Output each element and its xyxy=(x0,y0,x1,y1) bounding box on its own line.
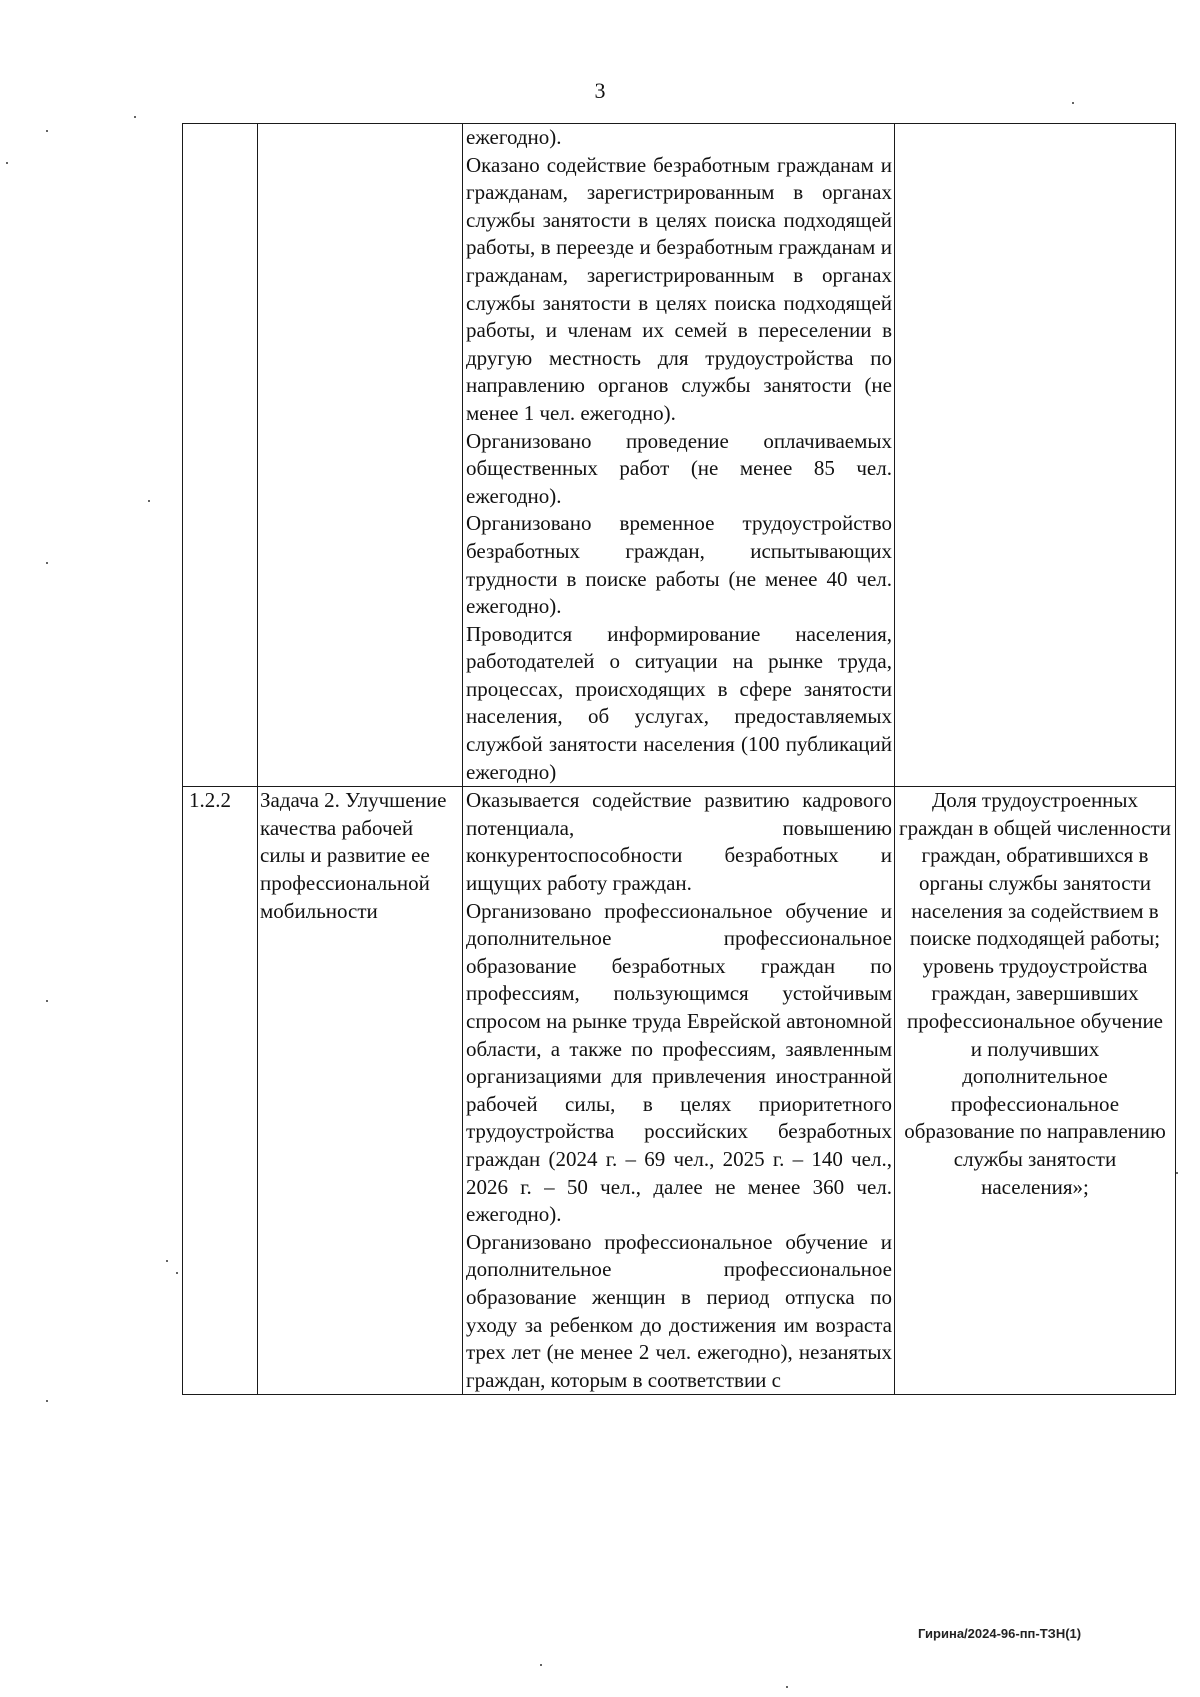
scan-speck xyxy=(176,1272,178,1274)
scan-speck xyxy=(1176,1172,1178,1174)
scan-speck xyxy=(1072,102,1074,104)
task-cell: Задача 2. Улучшение качества рабочей силы и развитие ее профессиональной мобильности xyxy=(258,787,463,1395)
document-code: Гирина/2024-96-пп-ТЗН(1) xyxy=(918,1626,1082,1641)
description-paragraph: Организовано проведение оплачиваемых общественных работ (не менее 85 чел. ежегодно). xyxy=(466,428,892,508)
description-cell xyxy=(463,787,895,1395)
indicators-cell: Доля трудоустроенных граждан в общей численности граждан, обратившихся в органы службы занятости населения за содействием в поиске подходящей работы; уровень трудоустройства граждан, завершивших профессиональное обучение и получивших дополнительное профессиональное образование по направлению службы занятости населения»; xyxy=(895,787,1176,1395)
page-number: 3 xyxy=(594,78,606,103)
scan-speck xyxy=(46,1400,48,1402)
description-paragraph: ежегодно). xyxy=(466,125,562,149)
description-paragraph: Оказывается содействие развитию кадрового потенциала, повышению конкурентоспособности безработных и ищущих работу граждан. xyxy=(466,788,892,896)
scan-speck xyxy=(46,130,48,132)
description-paragraph: Организовано временное трудоустройство безработных граждан, испытывающих трудности в поиске работы (не менее 40 чел. ежегодно). xyxy=(466,511,892,619)
description-paragraph: Оказано содействие безработным гражданам и гражданам, зарегистрированным в органах службы занятости в целях поиска подходящей работы, в переезде и безработным гражданам и гражданам, зарегистрированным в органах службы занятости в целях поиска подходящей работы, и членам их семей в переселении в другую местность для трудоустройства по направлению органов службы занятости (не менее 1 чел. ежегодно). xyxy=(466,152,892,425)
scan-speck xyxy=(166,1260,168,1262)
scan-speck xyxy=(148,500,150,502)
task-cell xyxy=(258,124,463,787)
indicators-cell xyxy=(895,124,1176,787)
row-number-cell: 1.2.2 xyxy=(183,787,258,1395)
scan-speck xyxy=(786,1686,788,1688)
scan-speck xyxy=(134,116,136,118)
table-row xyxy=(183,787,1176,1395)
scan-speck xyxy=(46,562,48,564)
description-cell xyxy=(463,124,895,787)
table-row xyxy=(183,124,1176,787)
scan-speck xyxy=(540,1664,542,1666)
description-paragraph: Проводится информирование населения, работодателей о ситуации на рынке труда, процессах, происходящих в сфере занятости населения, об услугах, предоставляемых службой занятости населения (100 публикаций ежегодно) xyxy=(466,621,892,784)
program-table xyxy=(182,123,1176,1395)
description-paragraph: Организовано профессиональное обучение и дополнительное профессиональное образование безработных граждан по профессиям, пользующимся устойчивым спросом на рынке труда Еврейской автономной области, а также по профессиям, заявленным организациями для привлечения иностранной рабочей силы, в целях приоритетного трудоустройства российских безработных граждан (2024 г. – 69 чел., 2025 г. – 140 чел., 2026 г. – 50 чел., далее не менее 360 чел. ежегодно). xyxy=(466,898,892,1227)
description-paragraph: Организовано профессиональное обучение и дополнительное профессиональное образование женщин в период отпуска по уходу за ребенком до достижения им возраста трех лет (не менее 2 чел. ежегодно), незанятых граждан, которым в соответствии с xyxy=(466,1229,892,1392)
scan-speck xyxy=(6,162,8,164)
scan-speck xyxy=(46,1000,48,1002)
row-number-cell xyxy=(183,124,258,787)
